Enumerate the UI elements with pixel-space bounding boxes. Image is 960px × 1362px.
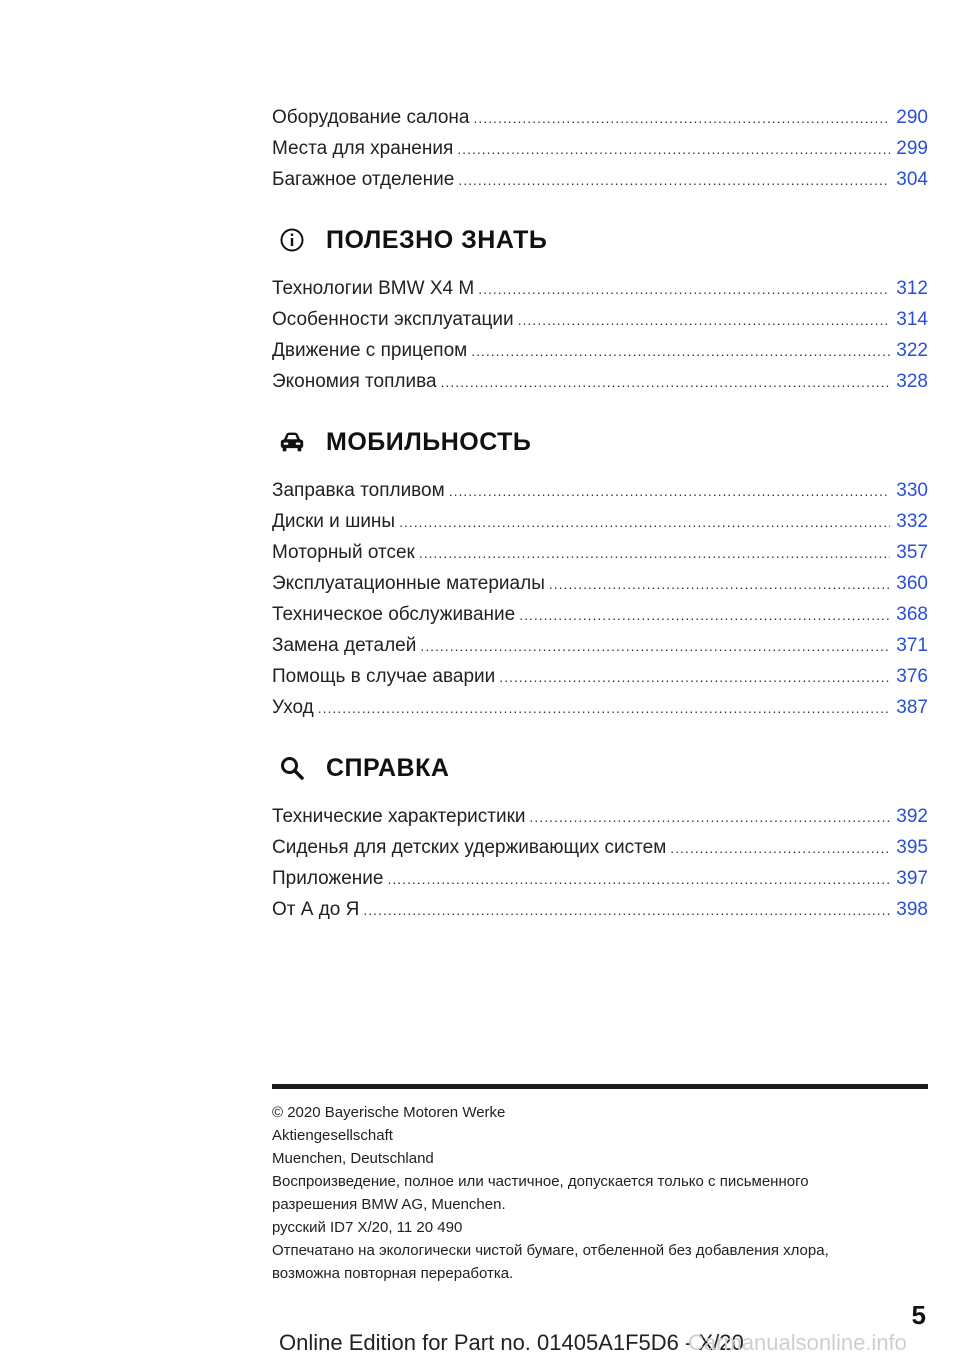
edition-line: Online Edition for Part no. 01405A1F5D6 - X/20 (279, 1330, 744, 1355)
section-title: МОБИЛЬНОСТЬ (326, 427, 532, 456)
footer-divider (272, 1084, 928, 1089)
toc-entry-page[interactable]: 360 (896, 573, 928, 594)
copyright-block (272, 1101, 928, 1285)
toc-entry-page[interactable]: 312 (896, 278, 928, 299)
search-icon (278, 754, 306, 782)
dot-leader (519, 600, 890, 631)
section-heading (272, 411, 928, 473)
toc-entry-label: Особенности эксплуатации (272, 309, 514, 330)
toc-entry-page[interactable]: 371 (896, 635, 928, 656)
dot-leader (499, 662, 890, 693)
dot-leader (549, 569, 890, 600)
dot-leader (449, 476, 891, 507)
toc-entry-label: Техническое обслуживание (272, 604, 516, 625)
toc-entry-label: Технологии BMW X4 M (272, 278, 475, 299)
copyright-line: Muenchen, Deutschland (272, 1150, 434, 1167)
dot-leader (441, 367, 891, 398)
toc-entry-label: Оборудование салона (272, 107, 470, 128)
dot-leader (458, 165, 890, 196)
toc-entry-page[interactable]: 322 (896, 340, 928, 361)
copyright-line: русский ID7 X/20, 11 20 490 (272, 1219, 463, 1236)
toc-entry-page[interactable]: 332 (896, 511, 928, 532)
dot-leader (457, 134, 890, 165)
toc-entry-page[interactable]: 368 (896, 604, 928, 625)
dot-leader (419, 538, 890, 569)
copyright-line: Воспроизведение, полное или частичное, допускается только с письменного (272, 1173, 809, 1190)
table-of-contents (272, 102, 928, 925)
toc-entry[interactable] (272, 894, 928, 925)
copyright-line: Aktiengesellschaft (272, 1127, 393, 1144)
toc-section-useful (272, 209, 928, 397)
toc-entry[interactable] (272, 506, 928, 537)
toc-entry[interactable] (272, 133, 928, 164)
toc-entry-label: Замена деталей (272, 635, 417, 656)
toc-entry[interactable] (272, 801, 928, 832)
section-heading (272, 737, 928, 799)
dot-leader (318, 693, 891, 724)
dot-leader (670, 833, 890, 864)
dot-leader (363, 895, 890, 926)
toc-entry-page[interactable]: 290 (896, 107, 928, 128)
toc-entry-label: Заправка топливом (272, 480, 445, 501)
toc-group-continuation (272, 102, 928, 195)
toc-entry-label: Движение с прицепом (272, 340, 468, 361)
toc-entry[interactable] (272, 568, 928, 599)
toc-entry[interactable] (272, 832, 928, 863)
toc-entry-page[interactable]: 357 (896, 542, 928, 563)
toc-entry[interactable] (272, 863, 928, 894)
toc-entry-label: Уход (272, 697, 314, 718)
watermark: Carmanualsonline.info (688, 1330, 907, 1355)
toc-entry[interactable] (272, 475, 928, 506)
section-title: СПРАВКА (326, 753, 450, 782)
car-icon (278, 428, 306, 456)
dot-leader (474, 103, 891, 134)
section-heading (272, 209, 928, 271)
toc-entry-label: Места для хранения (272, 138, 454, 159)
toc-entry-page[interactable]: 328 (896, 371, 928, 392)
toc-entry-page[interactable]: 398 (896, 899, 928, 920)
toc-entry-label: Багажное отделение (272, 169, 455, 190)
copyright-line: © 2020 Bayerische Motoren Werke (272, 1104, 506, 1121)
toc-entry[interactable] (272, 661, 928, 692)
toc-entry-label: Экономия топлива (272, 371, 437, 392)
toc-entry-page[interactable]: 299 (896, 138, 928, 159)
toc-entry[interactable] (272, 537, 928, 568)
toc-entry-label: Диски и шины (272, 511, 396, 532)
toc-entry-label: Эксплуатационные материалы (272, 573, 545, 594)
copyright-line: Отпечатано на экологически чистой бумаге, отбеленной без добавления хлора, (272, 1242, 829, 1259)
toc-entry[interactable] (272, 366, 928, 397)
dot-leader (471, 336, 890, 367)
toc-entry[interactable] (272, 102, 928, 133)
toc-section-reference (272, 737, 928, 925)
section-title: ПОЛЕЗНО ЗНАТЬ (326, 225, 548, 254)
toc-entry[interactable] (272, 164, 928, 195)
dot-leader (518, 305, 891, 336)
dot-leader (478, 274, 890, 305)
toc-entry[interactable] (272, 273, 928, 304)
dot-leader (387, 864, 890, 895)
toc-entry-label: Помощь в случае аварии (272, 666, 496, 687)
info-icon (278, 226, 306, 254)
toc-entry-page[interactable]: 314 (896, 309, 928, 330)
toc-entry-page[interactable]: 387 (896, 697, 928, 718)
copyright-line: возможна повторная переработка. (272, 1265, 514, 1282)
page-number: 5 (911, 1300, 926, 1330)
toc-entry[interactable] (272, 692, 928, 723)
toc-entry[interactable] (272, 599, 928, 630)
toc-entry-label: Моторный отсек (272, 542, 415, 563)
toc-entry-page[interactable]: 392 (896, 806, 928, 827)
toc-entry-page[interactable]: 304 (896, 169, 928, 190)
dot-leader (530, 802, 891, 833)
dot-leader (420, 631, 890, 662)
copyright-line: разрешения BMW AG, Muenchen. (272, 1196, 506, 1213)
toc-entry-page[interactable]: 395 (896, 837, 928, 858)
toc-entry-page[interactable]: 376 (896, 666, 928, 687)
toc-entry[interactable] (272, 304, 928, 335)
toc-section-mobility (272, 411, 928, 723)
toc-entry[interactable] (272, 335, 928, 366)
toc-entry-page[interactable]: 330 (896, 480, 928, 501)
toc-entry-page[interactable]: 397 (896, 868, 928, 889)
toc-entry[interactable] (272, 630, 928, 661)
toc-entry-label: От А до Я (272, 899, 360, 920)
toc-entry-label: Технические характеристики (272, 806, 526, 827)
dot-leader (399, 507, 890, 538)
toc-entry-label: Приложение (272, 868, 384, 889)
toc-entry-label: Сиденья для детских удерживающих систем (272, 837, 667, 858)
